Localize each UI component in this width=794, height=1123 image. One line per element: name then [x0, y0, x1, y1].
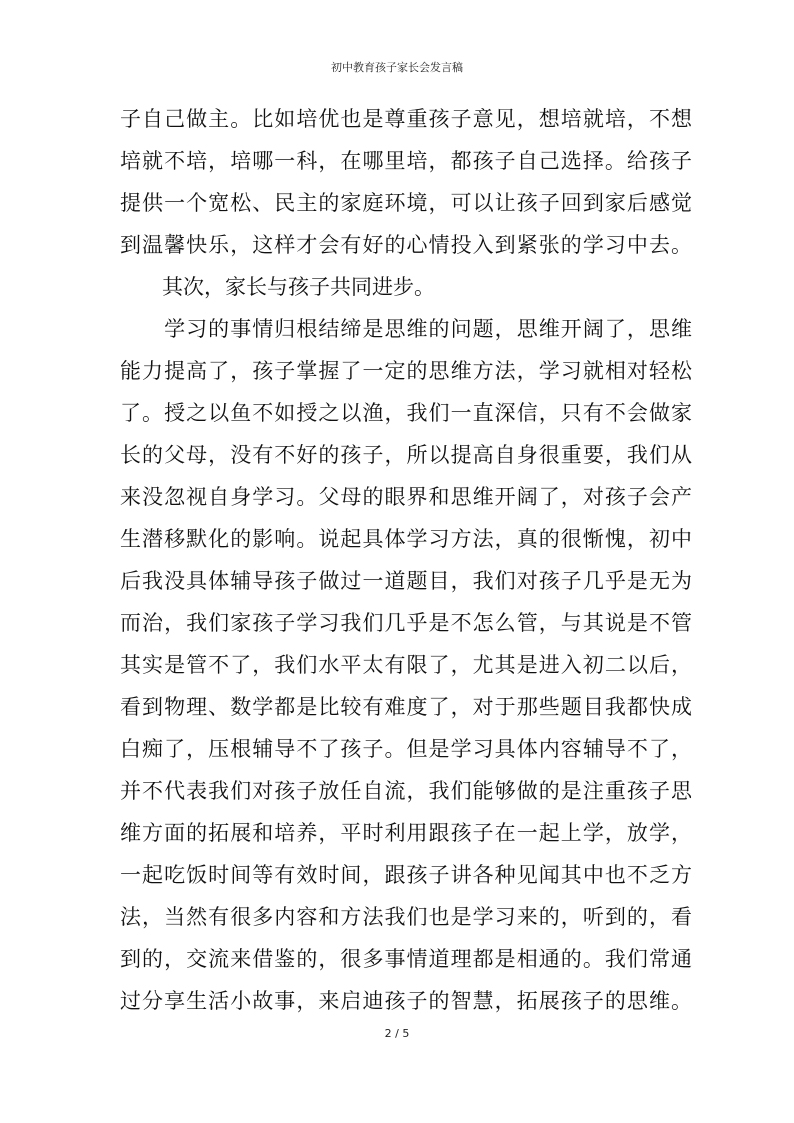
text-line: 白痴了，压根辅导不了孩子。但是学习具体内容辅导不了，	[120, 737, 692, 761]
text-line: 培就不培，培哪一科，在哪里培，都孩子自己选择。给孩子	[120, 149, 692, 173]
text-line: 看到物理、数学都是比较有难度了，对于那些题目我都快成	[120, 695, 692, 719]
text-line: 维方面的拓展和培养，平时利用跟孩子在一起上学，放学，	[120, 821, 692, 845]
text-line: 长的父母，没有不好的孩子，所以提高自身很重要，我们从	[120, 443, 692, 467]
text-line: 子自己做主。比如培优也是尊重孩子意见，想培就培，不想	[120, 107, 692, 131]
text-line: 能力提高了，孩子掌握了一定的思维方法，学习就相对轻松	[120, 359, 692, 383]
document-body	[120, 98, 692, 1022]
text-line: 了。授之以鱼不如授之以渔，我们一直深信，只有不会做家	[120, 401, 692, 425]
text-line: 生潜移默化的影响。说起具体学习方法，真的很惭愧，初中	[120, 527, 692, 551]
text-line: 学习的事情归根结缔是思维的问题，思维开阔了，思维	[120, 317, 692, 341]
paragraph-heading: 其次，家长与孩子共同进步。	[120, 275, 435, 299]
text-line: 其实是管不了，我们水平太有限了，尤其是进入初二以后，	[120, 653, 692, 677]
text-line: 而治，我们家孩子学习我们几乎是不怎么管，与其说是不管	[120, 611, 692, 635]
text-line: 过分享生活小故事，来启迪孩子的智慧，拓展孩子的思维。	[120, 989, 692, 1013]
text-line: 后我没具体辅导孩子做过一道题目，我们对孩子几乎是无为	[120, 569, 692, 593]
page-header: 初中教育孩子家长会发言稿	[331, 61, 463, 74]
text-line: 到温馨快乐，这样才会有好的心情投入到紧张的学习中去。	[120, 233, 692, 257]
text-line: 到的，交流来借鉴的，很多事情道理都是相通的。我们常通	[120, 947, 692, 971]
text-line: 一起吃饭时间等有效时间，跟孩子讲各种见闻其中也不乏方	[120, 863, 692, 887]
text-line: 来没忽视自身学习。父母的眼界和思维开阔了，对孩子会产	[120, 485, 692, 509]
text-line: 并不代表我们对孩子放任自流，我们能够做的是注重孩子思	[120, 779, 692, 803]
page-number: 2 / 5	[384, 1027, 410, 1040]
text-line: 法，当然有很多内容和方法我们也是学习来的，听到的，看	[120, 905, 692, 929]
text-line: 提供一个宽松、民主的家庭环境，可以让孩子回到家后感觉	[120, 191, 692, 215]
